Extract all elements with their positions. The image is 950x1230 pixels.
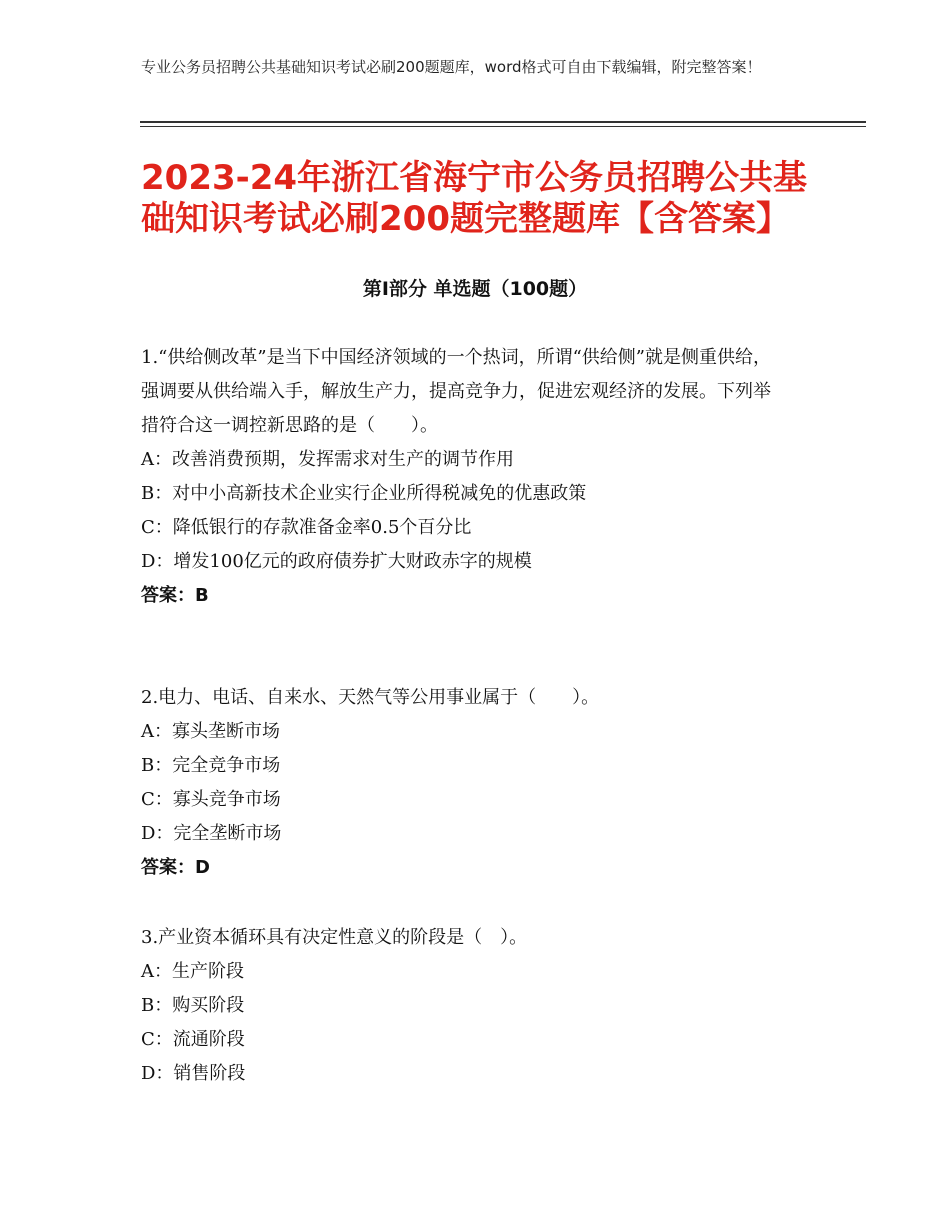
header-note: 专业公务员招聘公共基础知识考试必刷200题题库，word格式可自由下载编辑，附完整答案！ [141,58,762,76]
header-divider-thin [140,126,866,127]
question-stem: 2.电力、电话、自来水、天然气等公用事业属于（ ）。 [141,687,600,708]
option-a: A：改善消费预期，发挥需求对生产的调节作用 [141,449,514,470]
option-c: C：降低银行的存款准备金率0.5个百分比 [141,517,472,538]
question-3 [141,921,781,1091]
option-d: D：增发100亿元的政府债券扩大财政赤字的规模 [141,551,532,572]
option-d: D：完全垄断市场 [141,823,282,844]
section-title: 第Ⅰ部分 单选题（100题） [362,278,588,300]
question-stem: 1.“供给侧改革”是当下中国经济领域的一个热词，所谓“供给侧”就是侧重供给，强调要从供给端入手，解放生产力，提高竞争力，促进宏观经济的发展。下列举措符合这一调控新思路的是（ ）。 [141,347,771,436]
option-a: A：寡头垄断市场 [141,721,280,742]
header-divider-thick [140,121,866,123]
question-stem: 3.产业资本循环具有决定性意义的阶段是（ ）。 [141,927,528,948]
option-d: D：销售阶段 [141,1063,246,1084]
document-title: 2023-24年浙江省海宁市公务员招聘公共基础知识考试必刷200题完整题库【含答案】 [141,158,808,239]
option-a: A：生产阶段 [141,961,244,982]
option-b: B：对中小高新技术企业实行企业所得税减免的优惠政策 [141,483,587,504]
option-b: B：购买阶段 [141,995,245,1016]
option-c: C：寡头竞争市场 [141,789,281,810]
answer: 答案：D [141,857,210,878]
question-2 [141,681,781,885]
option-c: C：流通阶段 [141,1029,245,1050]
question-1 [141,341,781,613]
option-b: B：完全竞争市场 [141,755,281,776]
answer: 答案：B [141,585,209,606]
